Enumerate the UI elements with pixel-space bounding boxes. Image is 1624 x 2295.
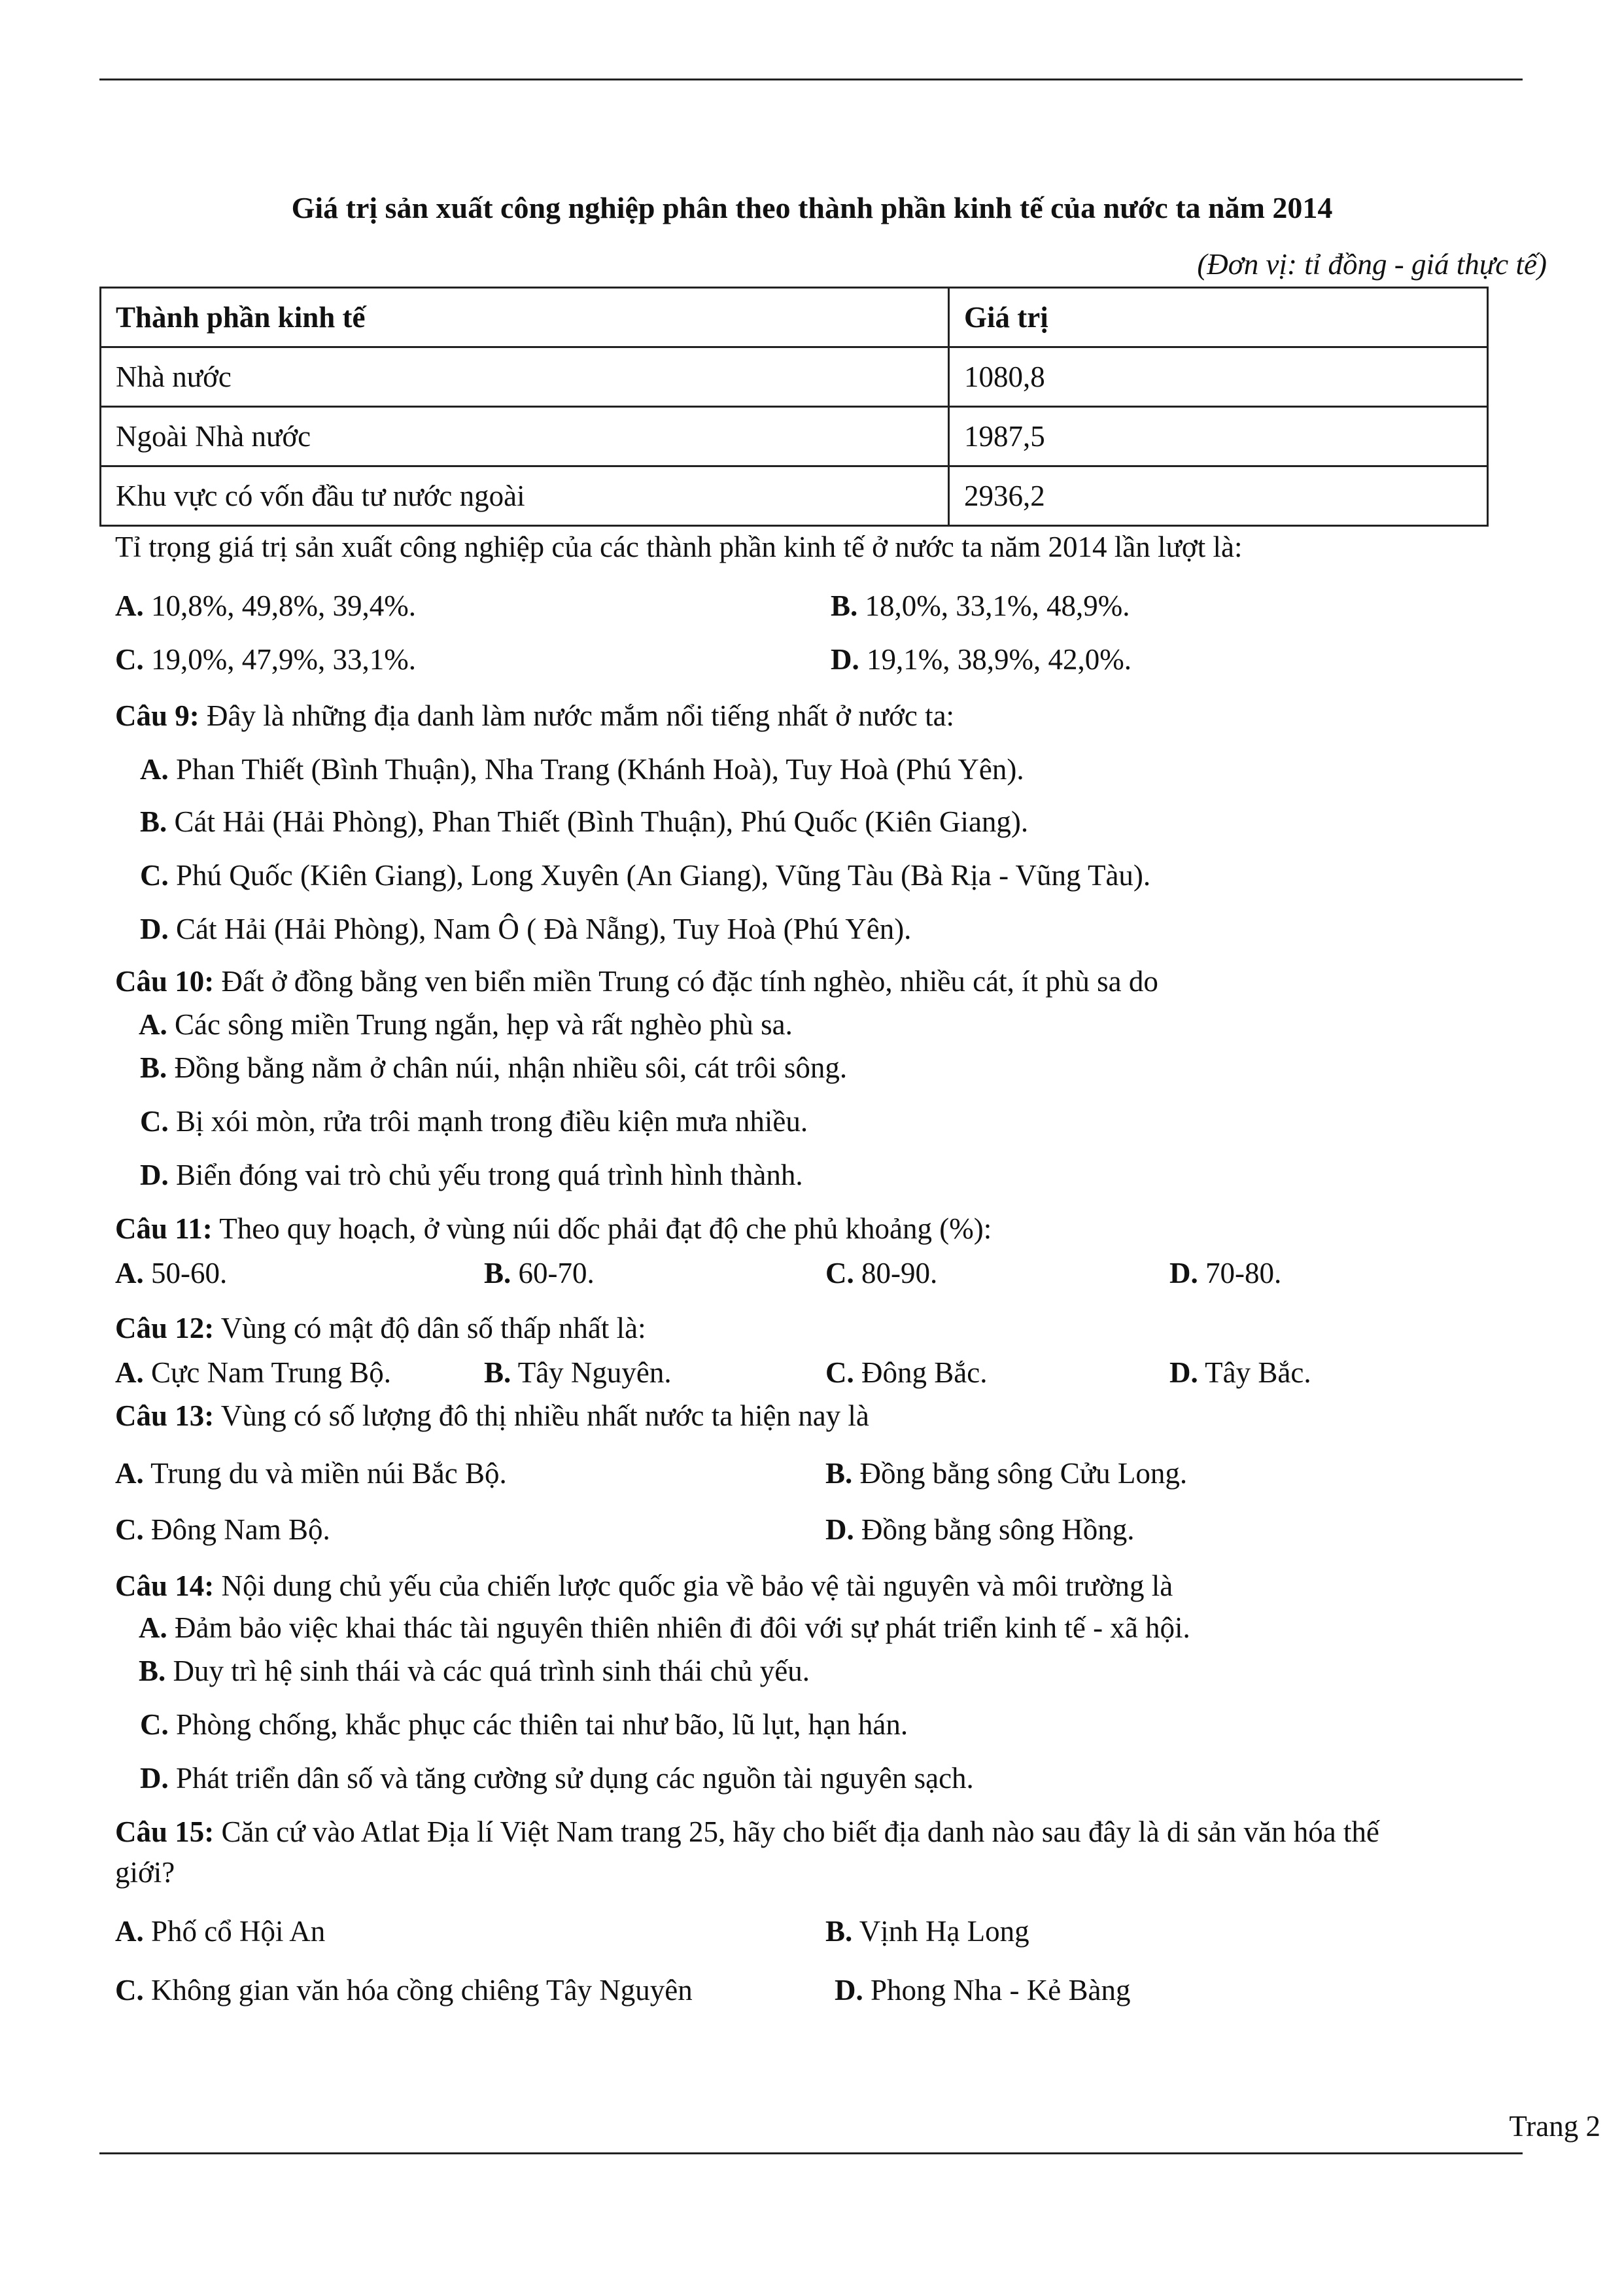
option-text: Biển đóng vai trò chủ yếu trong quá trình hình thành. bbox=[168, 1159, 803, 1191]
option-label: D. bbox=[140, 913, 169, 945]
option-label: B. bbox=[825, 1457, 853, 1490]
q8-option-b bbox=[831, 587, 1130, 624]
option-text: Phong Nha - Kẻ Bàng bbox=[863, 1974, 1131, 2006]
option-text: Tây Bắc. bbox=[1198, 1356, 1311, 1389]
table-row bbox=[101, 466, 1488, 526]
q12-option-c bbox=[825, 1354, 987, 1391]
q10-option-b bbox=[140, 1049, 847, 1086]
option-label: B. bbox=[825, 1915, 853, 1948]
option-label: B. bbox=[140, 1051, 167, 1084]
option-text: Phan Thiết (Bình Thuận), Nha Trang (Khánh Hoà), Tuy Hoà (Phú Yên). bbox=[168, 753, 1024, 786]
question-text: Căn cứ vào Atlat Địa lí Việt Nam trang 25, hãy cho biết địa danh nào sau đây là di sản văn hóa thế bbox=[214, 1815, 1379, 1848]
table-unit: (Đơn vị: tỉ đồng - giá thực tế) bbox=[1197, 248, 1547, 281]
table-row bbox=[101, 407, 1488, 466]
q11-option-c bbox=[825, 1255, 937, 1291]
option-label: D. bbox=[831, 643, 859, 676]
q12-option-a bbox=[115, 1354, 391, 1391]
option-text: Đảm bảo việc khai thác tài nguyên thiên nhiên đi đôi với sự phát triển kinh tế - xã hội. bbox=[167, 1611, 1190, 1644]
option-text: 80-90. bbox=[854, 1257, 938, 1289]
question-label: Câu 9: bbox=[115, 699, 199, 732]
q11-option-d bbox=[1169, 1255, 1281, 1291]
option-text: Phố cổ Hội An bbox=[143, 1915, 326, 1948]
option-text: Không gian văn hóa cồng chiêng Tây Nguyên bbox=[143, 1974, 693, 2006]
q10-option-a bbox=[139, 1006, 793, 1043]
option-label: C. bbox=[140, 1105, 169, 1138]
option-text: Cát Hải (Hải Phòng), Phan Thiết (Bình Thuận), Phú Quốc (Kiên Giang). bbox=[167, 805, 1029, 838]
q12-option-d bbox=[1169, 1354, 1311, 1391]
table-row bbox=[101, 347, 1488, 407]
option-text: Phòng chống, khắc phục các thiên tai như bão, lũ lụt, hạn hán. bbox=[168, 1708, 908, 1741]
question-text: Vùng có số lượng đô thị nhiều nhất nước ta hiện nay là bbox=[214, 1399, 869, 1432]
option-label: D. bbox=[140, 1762, 169, 1795]
option-label: B. bbox=[140, 805, 167, 838]
question-label: Câu 13: bbox=[115, 1399, 215, 1432]
option-text: Phát triển dân số và tăng cường sử dụng các nguồn tài nguyên sạch. bbox=[168, 1762, 974, 1795]
q11-stem bbox=[115, 1210, 992, 1247]
option-label: D. bbox=[140, 1159, 169, 1191]
table-cell: Ngoài Nhà nước bbox=[101, 407, 949, 466]
table-header-cell: Giá trị bbox=[949, 288, 1488, 347]
top-rule bbox=[99, 79, 1523, 80]
option-text: Cực Nam Trung Bộ. bbox=[143, 1356, 391, 1389]
data-table bbox=[99, 287, 1489, 527]
q13-option-d bbox=[825, 1511, 1134, 1548]
q15-option-a bbox=[115, 1913, 325, 1950]
q11-option-b bbox=[484, 1255, 595, 1291]
option-text: Đồng bằng sông Cửu Long. bbox=[852, 1457, 1188, 1490]
question-text: Nội dung chủ yếu của chiến lược quốc gia về bảo vệ tài nguyên và môi trường là bbox=[214, 1569, 1173, 1602]
page-number: Trang 2 bbox=[1509, 2110, 1600, 2143]
option-text: 19,0%, 47,9%, 33,1%. bbox=[143, 643, 416, 676]
q14-stem bbox=[115, 1568, 1173, 1604]
q10-option-c bbox=[140, 1103, 808, 1140]
option-label: A. bbox=[139, 1611, 167, 1644]
q8-option-a bbox=[115, 587, 416, 624]
table-cell: 2936,2 bbox=[949, 466, 1488, 526]
q14-option-d bbox=[140, 1760, 974, 1796]
option-text: Phú Quốc (Kiên Giang), Long Xuyên (An Giang), Vũng Tàu (Bà Rịa - Vũng Tàu). bbox=[168, 859, 1151, 892]
q9-option-c bbox=[140, 857, 1150, 894]
q8-option-d bbox=[831, 641, 1132, 678]
option-label: A. bbox=[115, 1257, 144, 1289]
table-header-cell: Thành phần kinh tế bbox=[101, 288, 949, 347]
q14-option-a bbox=[139, 1609, 1190, 1646]
option-text: Đồng bằng sông Hồng. bbox=[854, 1513, 1135, 1546]
q13-stem bbox=[115, 1397, 869, 1434]
option-label: A. bbox=[140, 753, 169, 786]
option-label: D. bbox=[1169, 1257, 1198, 1289]
q10-stem bbox=[115, 963, 1158, 1000]
option-text: Vịnh Hạ Long bbox=[852, 1915, 1029, 1948]
option-text: 10,8%, 49,8%, 39,4%. bbox=[143, 589, 416, 622]
option-text: 60-70. bbox=[511, 1257, 595, 1289]
option-label: C. bbox=[140, 859, 169, 892]
option-text: Đông Bắc. bbox=[854, 1356, 988, 1389]
table-cell: Khu vực có vốn đầu tư nước ngoài bbox=[101, 466, 949, 526]
q10-option-d bbox=[140, 1157, 803, 1193]
option-text: 18,0%, 33,1%, 48,9%. bbox=[857, 589, 1130, 622]
q9-option-b bbox=[140, 803, 1028, 840]
option-label: A. bbox=[115, 1457, 144, 1490]
q15-option-b bbox=[825, 1913, 1029, 1950]
option-label: A. bbox=[139, 1008, 167, 1041]
option-text: Trung du và miền núi Bắc Bộ. bbox=[143, 1457, 507, 1490]
question-label: Câu 14: bbox=[115, 1569, 215, 1602]
option-label: D. bbox=[835, 1974, 863, 2006]
q13-option-b bbox=[825, 1455, 1187, 1492]
q14-option-b bbox=[139, 1653, 810, 1689]
q15-stem-continued: giới? bbox=[115, 1856, 175, 1889]
table-title: Giá trị sản xuất công nghiệp phân theo thành phần kinh tế của nước ta năm 2014 bbox=[291, 191, 1333, 224]
q14-option-c bbox=[140, 1706, 908, 1743]
question-label: Câu 11: bbox=[115, 1212, 213, 1245]
question-label: Câu 12: bbox=[115, 1312, 215, 1344]
option-label: A. bbox=[115, 1915, 144, 1948]
option-label: D. bbox=[1169, 1356, 1198, 1389]
option-label: C. bbox=[140, 1708, 169, 1741]
option-label: B. bbox=[139, 1655, 166, 1687]
option-text: 50-60. bbox=[143, 1257, 228, 1289]
q8-stem: Tỉ trọng giá trị sản xuất công nghiệp của các thành phần kinh tế ở nước ta năm 2014 lần lượt là: bbox=[115, 531, 1243, 563]
option-text: Tây Nguyên. bbox=[511, 1356, 672, 1389]
q9-stem bbox=[115, 697, 954, 734]
q12-stem bbox=[115, 1310, 646, 1346]
question-label: Câu 10: bbox=[115, 965, 215, 998]
q11-option-a bbox=[115, 1255, 227, 1291]
q15-option-c bbox=[115, 1972, 693, 2008]
option-label: B. bbox=[484, 1356, 511, 1389]
option-text: 70-80. bbox=[1198, 1257, 1282, 1289]
q15-stem bbox=[115, 1813, 1379, 1850]
question-text: Vùng có mật độ dân số thấp nhất là: bbox=[214, 1312, 646, 1344]
question-text: Đất ở đồng bằng ven biển miền Trung có đặc tính nghèo, nhiều cát, ít phù sa do bbox=[214, 965, 1158, 998]
table-cell: 1987,5 bbox=[949, 407, 1488, 466]
option-text: Duy trì hệ sinh thái và các quá trình sinh thái chủ yếu. bbox=[165, 1655, 810, 1687]
q13-option-c bbox=[115, 1511, 330, 1548]
q8-option-c bbox=[115, 641, 416, 678]
option-label: C. bbox=[115, 643, 144, 676]
q15-option-d bbox=[835, 1972, 1130, 2008]
option-text: Các sông miền Trung ngắn, hẹp và rất nghèo phù sa. bbox=[167, 1008, 793, 1041]
question-text: Đây là những địa danh làm nước mắm nổi tiếng nhất ở nước ta: bbox=[199, 699, 955, 732]
option-label: C. bbox=[825, 1257, 854, 1289]
option-text: Đông Nam Bộ. bbox=[143, 1513, 330, 1546]
q13-option-a bbox=[115, 1455, 507, 1492]
option-text: 19,1%, 38,9%, 42,0%. bbox=[859, 643, 1132, 676]
option-label: C. bbox=[825, 1356, 854, 1389]
q12-option-b bbox=[484, 1354, 672, 1391]
q9-option-d bbox=[140, 911, 911, 947]
option-label: C. bbox=[115, 1513, 144, 1546]
table-cell: Nhà nước bbox=[101, 347, 949, 407]
table-header-row bbox=[101, 288, 1488, 347]
option-label: B. bbox=[831, 589, 858, 622]
question-label: Câu 15: bbox=[115, 1815, 215, 1848]
option-text: Bị xói mòn, rửa trôi mạnh trong điều kiện mưa nhiều. bbox=[168, 1105, 808, 1138]
option-label: C. bbox=[115, 1974, 144, 2006]
option-label: D. bbox=[825, 1513, 854, 1546]
option-text: Cát Hải (Hải Phòng), Nam Ô ( Đà Nẵng), Tuy Hoà (Phú Yên). bbox=[168, 913, 912, 945]
table-cell: 1080,8 bbox=[949, 347, 1488, 407]
q9-option-a bbox=[140, 751, 1024, 788]
option-label: B. bbox=[484, 1257, 511, 1289]
option-label: A. bbox=[115, 1356, 144, 1389]
bottom-rule bbox=[99, 2152, 1523, 2154]
option-text: Đồng bằng nằm ở chân núi, nhận nhiều sôi, cát trôi sông. bbox=[167, 1051, 848, 1084]
question-text: Theo quy hoạch, ở vùng núi dốc phải đạt độ che phủ khoảng (%): bbox=[212, 1212, 992, 1245]
option-label: A. bbox=[115, 589, 144, 622]
